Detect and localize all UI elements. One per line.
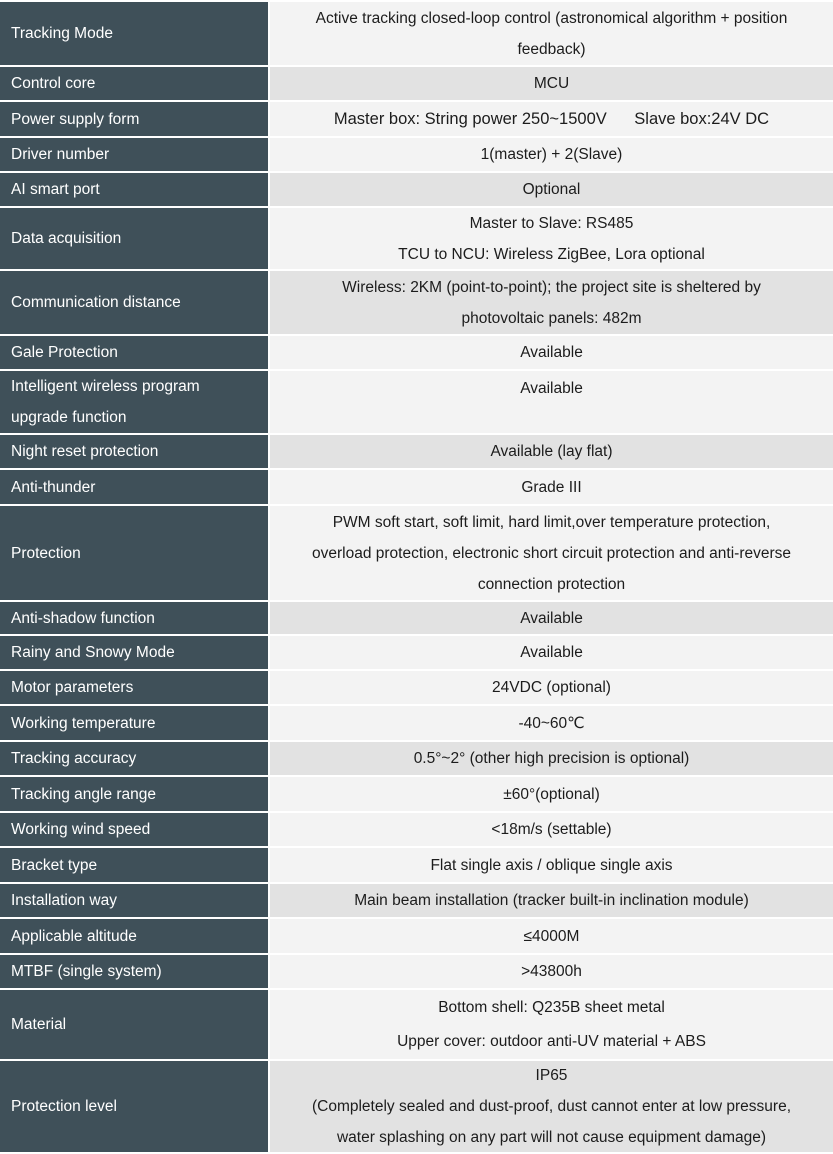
spec-label xyxy=(0,371,268,435)
spec-row xyxy=(0,955,833,990)
spec-value xyxy=(270,602,833,636)
spec-value-line: Flat single axis / oblique single axis xyxy=(430,856,673,874)
spec-row xyxy=(0,848,833,884)
spec-value xyxy=(270,671,833,706)
spec-label: Protection level xyxy=(0,1061,268,1154)
spec-value xyxy=(270,777,833,813)
spec-value-line: water splashing on any part will not cause equipment damage) xyxy=(336,1129,767,1146)
spec-value xyxy=(270,919,833,955)
spec-value xyxy=(270,67,833,102)
spec-value-line: IP65 xyxy=(535,1067,568,1084)
spec-value-line: Master to Slave: RS485 xyxy=(469,214,634,232)
spec-value-line: Upper cover: outdoor anti-UV material + ABS xyxy=(397,1033,706,1050)
spec-row xyxy=(0,336,833,371)
spec-label: Tracking accuracy xyxy=(0,742,268,777)
spec-value xyxy=(270,884,833,919)
spec-value xyxy=(270,848,833,884)
spec-value-line: Available (lay flat) xyxy=(490,443,613,460)
spec-value-line: 0.5°~2° (other high precision is optional) xyxy=(413,750,690,767)
spec-label: Control core xyxy=(0,67,268,102)
spec-label: Motor parameters xyxy=(0,671,268,706)
spec-value-line: Available xyxy=(520,609,583,627)
spec-value-line: Active tracking closed-loop control (astronomical algorithm + position xyxy=(315,9,788,27)
spec-label-line: Intelligent wireless program xyxy=(11,378,200,395)
spec-value xyxy=(270,371,833,435)
spec-value-line: Bottom shell: Q235B sheet metal xyxy=(438,999,665,1016)
spec-label: Material xyxy=(0,990,268,1061)
spec-value-line: -40~60℃ xyxy=(518,714,585,732)
spec-label: Tracking Mode xyxy=(0,2,268,67)
spec-row xyxy=(0,636,833,671)
spec-label: Installation way xyxy=(0,884,268,919)
spec-value-line: Available xyxy=(520,344,583,361)
spec-row xyxy=(0,208,833,271)
spec-row xyxy=(0,813,833,848)
spec-value-line: Available xyxy=(520,644,583,661)
spec-value-line: connection protection xyxy=(477,575,626,593)
spec-label-line: upgrade function xyxy=(11,409,127,426)
spec-row xyxy=(0,777,833,813)
spec-value-line: overload protection, electronic short circuit protection and anti-reverse xyxy=(311,544,792,562)
spec-row xyxy=(0,102,833,138)
spec-label: Driver number xyxy=(0,138,268,173)
spec-label: Tracking angle range xyxy=(0,777,268,813)
spec-value xyxy=(270,102,833,138)
spec-value-line: feedback) xyxy=(517,40,586,58)
spec-value-line: TCU to NCU: Wireless ZigBee, Lora optional xyxy=(398,245,705,263)
spec-label: Protection xyxy=(0,506,268,602)
spec-value xyxy=(270,2,833,67)
spec-row xyxy=(0,990,833,1061)
spec-label: Working temperature xyxy=(0,706,268,742)
spec-row xyxy=(0,173,833,208)
spec-value xyxy=(270,813,833,848)
spec-label: Anti-shadow function xyxy=(0,602,268,636)
spec-row xyxy=(0,470,833,506)
spec-row xyxy=(0,506,833,602)
spec-value-line: PWM soft start, soft limit, hard limit,over temperature protection, xyxy=(332,513,771,531)
spec-value-line: Grade III xyxy=(521,478,582,496)
spec-value xyxy=(270,208,833,271)
spec-row xyxy=(0,671,833,706)
spec-value xyxy=(270,636,833,671)
spec-value xyxy=(270,435,833,470)
spec-value-line: Wireless: 2KM (point-to-point); the project site is sheltered by xyxy=(342,278,761,296)
spec-value xyxy=(270,742,833,777)
spec-value xyxy=(270,470,833,506)
spec-row xyxy=(0,435,833,470)
spec-value xyxy=(270,706,833,742)
spec-value-line: Master box: String power 250~1500V Slave box:24V DC xyxy=(333,109,770,128)
spec-label: Night reset protection xyxy=(0,435,268,470)
spec-row xyxy=(0,742,833,777)
spec-label: MTBF (single system) xyxy=(0,955,268,990)
spec-label: Working wind speed xyxy=(0,813,268,848)
spec-value xyxy=(270,173,833,208)
spec-row xyxy=(0,271,833,336)
spec-label: Rainy and Snowy Mode xyxy=(0,636,268,671)
spec-value-line: Optional xyxy=(522,181,581,198)
spec-label: Data acquisition xyxy=(0,208,268,271)
spec-value-line: ±60°(optional) xyxy=(503,785,600,803)
spec-row xyxy=(0,138,833,173)
spec-row xyxy=(0,602,833,636)
spec-value-line: >43800h xyxy=(521,963,582,980)
spec-value-line: ≤4000M xyxy=(523,927,580,945)
spec-value-line: 1(master) + 2(Slave) xyxy=(480,146,623,163)
spec-row xyxy=(0,371,833,435)
spec-label: Power supply form xyxy=(0,102,268,138)
spec-row xyxy=(0,2,833,67)
spec-value-line: Main beam installation (tracker built-in inclination module) xyxy=(354,892,749,909)
spec-value xyxy=(270,506,833,602)
spec-value xyxy=(270,1061,833,1154)
spec-row xyxy=(0,706,833,742)
spec-value xyxy=(270,990,833,1061)
spec-row xyxy=(0,67,833,102)
spec-value-line: photovoltaic panels: 482m xyxy=(461,309,642,327)
spec-label: Applicable altitude xyxy=(0,919,268,955)
spec-value xyxy=(270,955,833,990)
spec-value-line: 24VDC (optional) xyxy=(492,679,611,696)
spec-label: Communication distance xyxy=(0,271,268,336)
spec-label: Gale Protection xyxy=(0,336,268,371)
spec-value-line: Available xyxy=(520,380,583,397)
spec-label: Bracket type xyxy=(0,848,268,884)
spec-label: Anti-thunder xyxy=(0,470,268,506)
spec-value xyxy=(270,336,833,371)
spec-value-line: (Completely sealed and dust-proof, dust cannot enter at low pressure, xyxy=(311,1098,792,1115)
spec-value xyxy=(270,138,833,173)
spec-value-line: <18m/s (settable) xyxy=(491,821,612,838)
spec-row xyxy=(0,884,833,919)
spec-row xyxy=(0,919,833,955)
spec-value-line: MCU xyxy=(533,75,570,92)
spec-label: AI smart port xyxy=(0,173,268,208)
spec-row xyxy=(0,1061,833,1154)
spec-value xyxy=(270,271,833,336)
